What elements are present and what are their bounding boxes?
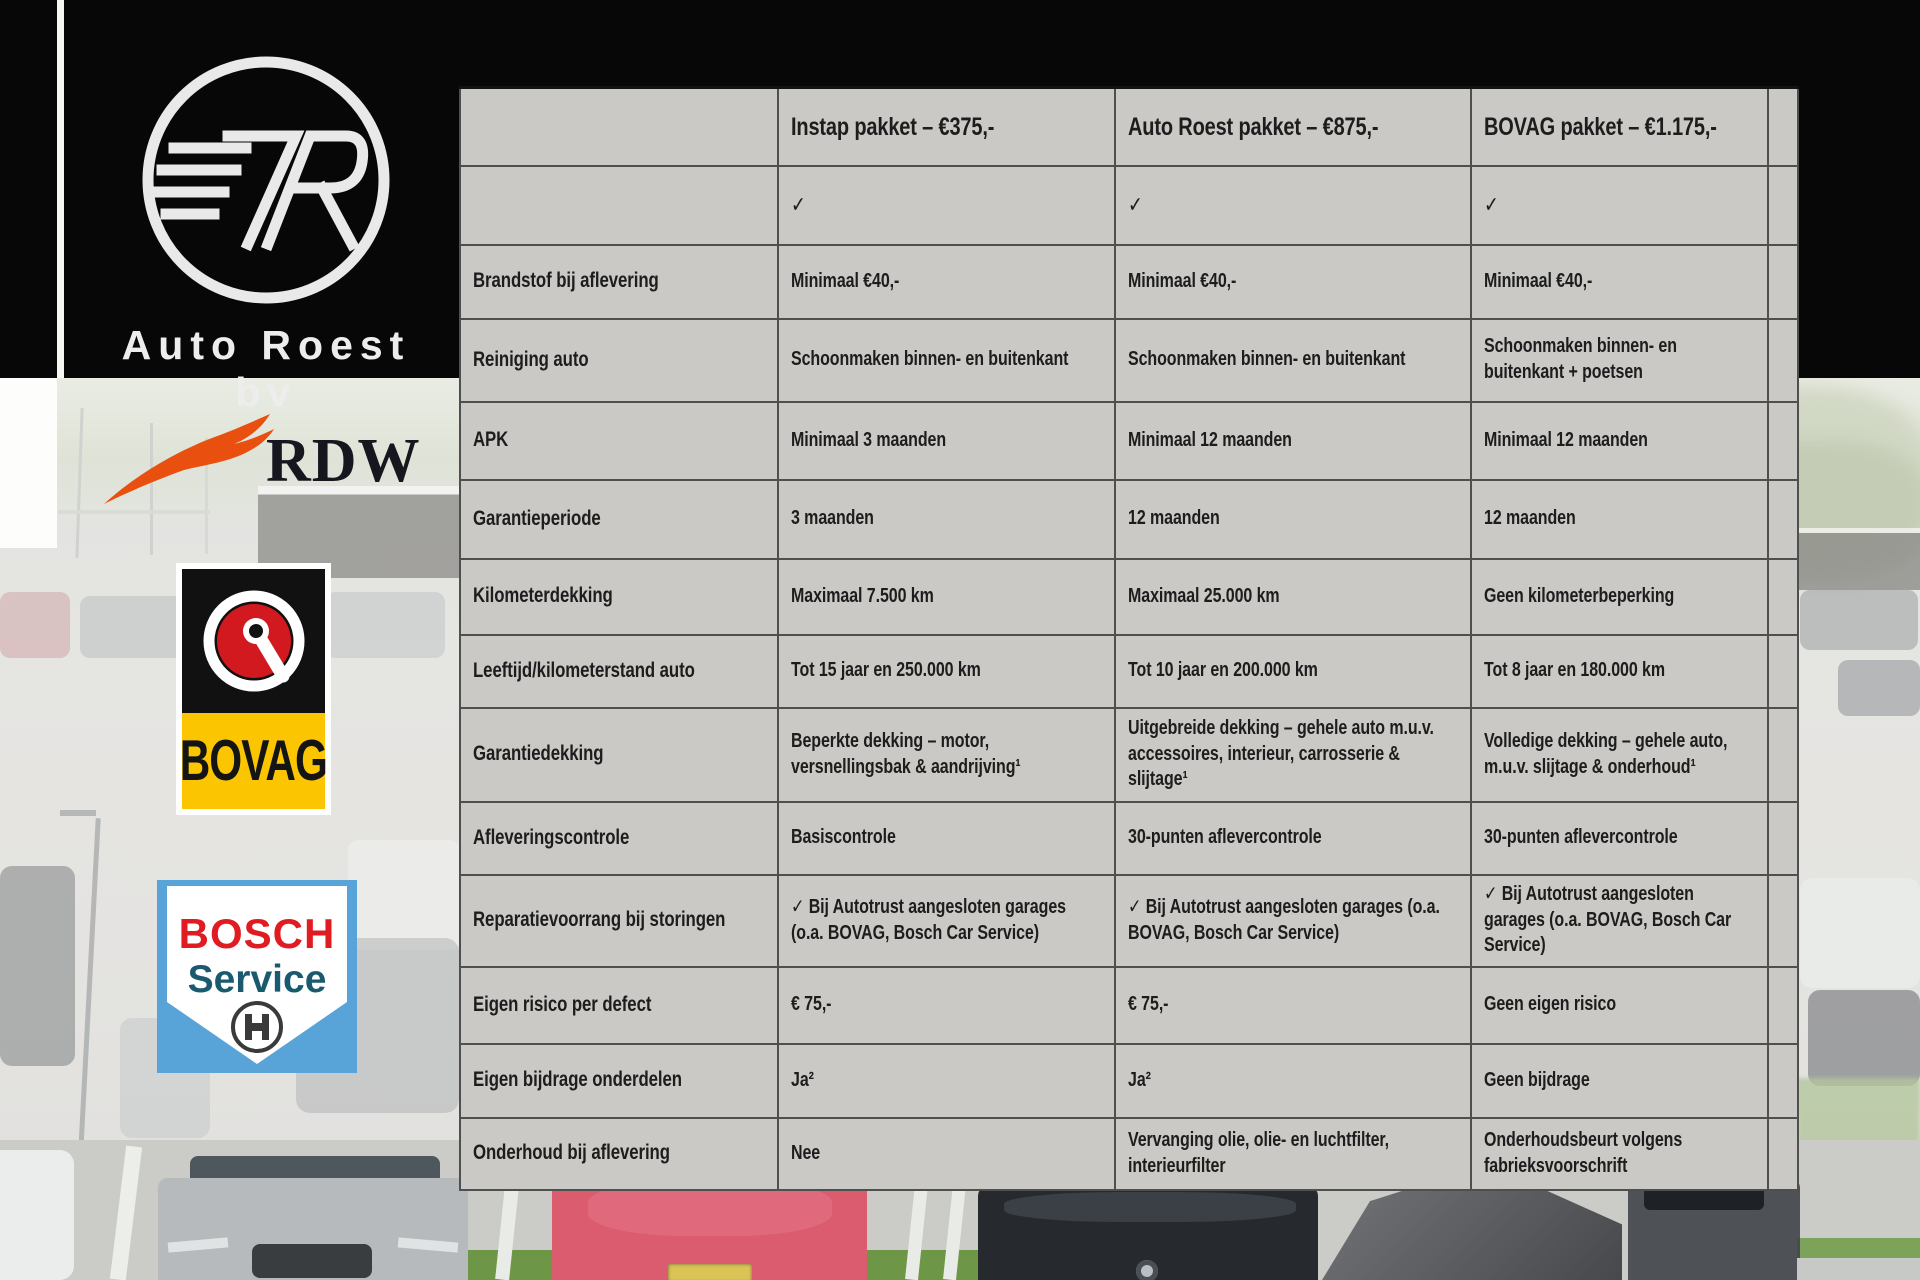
check-cell-text: ✓ <box>791 191 806 217</box>
value-cell <box>1471 875 1768 967</box>
value-cell-text: Tot 8 jaar en 180.000 km <box>1484 659 1665 682</box>
license-plate <box>668 1264 752 1280</box>
gutter-cell <box>1768 559 1798 635</box>
white-car <box>0 1150 74 1280</box>
gutter-cell <box>1768 708 1798 802</box>
value-cell <box>1115 245 1471 319</box>
value-cell <box>1115 875 1471 967</box>
table-check-row <box>460 166 1798 245</box>
header-cell-instap: Instap pakket – €375,- <box>778 88 1115 166</box>
value-cell <box>778 319 1115 402</box>
package-comparison-table <box>459 86 1799 1191</box>
header-cell-bovag: BOVAG pakket – €1.175,- <box>1471 88 1768 166</box>
value-cell-text: Minimaal €40,- <box>791 269 900 292</box>
value-cell-text: Minimaal 12 maanden <box>1484 428 1648 451</box>
pavement-right-corner <box>1797 1258 1920 1280</box>
row-label-cell-text: APK <box>473 428 509 452</box>
value-cell <box>1471 1118 1768 1190</box>
row-label-cell <box>460 1118 778 1190</box>
value-cell <box>1115 967 1471 1044</box>
check-cell <box>1115 166 1471 245</box>
value-cell <box>1471 802 1768 875</box>
value-cell <box>778 875 1115 967</box>
value-cell-text: Ja² <box>791 1068 814 1091</box>
check-cell <box>778 166 1115 245</box>
row-label-cell <box>460 480 778 559</box>
rdw-swoosh-icon <box>100 408 275 512</box>
row-label-cell <box>460 166 778 245</box>
gutter-cell <box>1768 1044 1798 1118</box>
value-cell <box>778 708 1115 802</box>
value-cell <box>1115 559 1471 635</box>
value-cell <box>778 635 1115 708</box>
value-cell <box>1471 708 1768 802</box>
value-cell <box>1115 402 1471 480</box>
table-row <box>460 559 1798 635</box>
value-cell-text: Geen bijdrage <box>1484 1068 1590 1091</box>
value-cell-text: Maximaal 25.000 km <box>1128 584 1280 607</box>
value-cell <box>778 402 1115 480</box>
table-row <box>460 245 1798 319</box>
bovag-wordmark-band <box>179 713 328 809</box>
value-cell <box>778 1118 1115 1190</box>
table-row <box>460 967 1798 1044</box>
value-cell <box>1471 319 1768 402</box>
gutter-cell <box>1768 480 1798 559</box>
value-cell-text: Minimaal 3 maanden <box>791 428 947 451</box>
value-cell-text: Schoonmaken binnen- en buitenkant + poetsen <box>1484 335 1677 383</box>
row-label-cell <box>460 635 778 708</box>
value-cell-text: Minimaal €40,- <box>1484 269 1593 292</box>
value-cell-text: ✓ Bij Autotrust aangesloten garages (o.a. BOVAG, Bosch Car Service) <box>791 895 1066 944</box>
header-cell-empty <box>460 88 778 166</box>
gutter-cell <box>1768 802 1798 875</box>
value-cell <box>1471 245 1768 319</box>
row-label-cell <box>460 245 778 319</box>
value-cell <box>1115 1118 1471 1190</box>
value-cell <box>778 245 1115 319</box>
row-label-cell <box>460 802 778 875</box>
value-cell <box>1471 635 1768 708</box>
bosch-wordmark: BOSCH <box>178 910 336 957</box>
row-label-cell-text: Eigen risico per defect <box>473 992 652 1016</box>
value-cell <box>1115 1044 1471 1118</box>
row-label-cell <box>460 1044 778 1118</box>
gutter-cell <box>1768 967 1798 1044</box>
value-cell <box>1471 402 1768 480</box>
table-row <box>460 708 1798 802</box>
check-cell <box>1471 166 1768 245</box>
value-cell-text: 12 maanden <box>1128 507 1220 530</box>
value-cell-text: Schoonmaken binnen- en buitenkant <box>791 348 1069 371</box>
value-cell <box>1115 635 1471 708</box>
header-cell-auto-roest: Auto Roest pakket – €875,- <box>1115 88 1471 166</box>
value-cell <box>1115 802 1471 875</box>
value-cell-text: Geen eigen risico <box>1484 993 1617 1016</box>
value-cell-text: Schoonmaken binnen- en buitenkant <box>1128 348 1406 371</box>
row-label-cell-text: Reiniging auto <box>473 347 589 371</box>
value-cell <box>1471 1044 1768 1118</box>
bosch-service-wordmark: Service <box>187 958 327 1001</box>
table-header-row <box>460 88 1798 166</box>
rdw-logo <box>100 408 421 518</box>
black-golf-bonnet <box>1004 1192 1296 1222</box>
gutter-cell <box>1768 245 1798 319</box>
value-cell <box>778 802 1115 875</box>
row-label-cell-text: Garantiedekking <box>473 742 604 766</box>
value-cell-text: 3 maanden <box>791 507 874 530</box>
gutter-cell <box>1768 1118 1798 1190</box>
value-cell-text: Volledige dekking – gehele auto, m.u.v. slijtage & onderhoud¹ <box>1484 729 1728 778</box>
bovag-logo <box>176 563 331 815</box>
value-cell <box>778 967 1115 1044</box>
table-row <box>460 1118 1798 1190</box>
table-row <box>460 319 1798 402</box>
row-label-cell-text: Kilometerdekking <box>473 584 613 608</box>
row-label-cell-text: Onderhoud bij aflevering <box>473 1141 670 1165</box>
value-cell <box>1115 708 1471 802</box>
value-cell <box>1471 967 1768 1044</box>
dealer-name: Auto Roest bv <box>121 322 411 415</box>
value-cell-text: ✓ Bij Autotrust aangesloten garages (o.a. BOVAG, Bosch Car Service) <box>1128 895 1440 944</box>
rdw-wordmark: RDW <box>266 427 421 495</box>
row-label-cell-text: Afleveringscontrole <box>473 825 630 849</box>
table-row <box>460 875 1798 967</box>
row-label-cell-text: Reparatievoorrang bij storingen <box>473 908 726 932</box>
silver-audi-grille <box>252 1244 372 1278</box>
value-cell-text: Beperkte dekking – motor, versnellingsbak & aandrijving¹ <box>791 729 1021 778</box>
header-gutter-cell <box>1768 88 1798 166</box>
row-label-cell-text: Garantieperiode <box>473 506 601 530</box>
value-cell <box>778 480 1115 559</box>
bosch-service-logo <box>157 880 357 1073</box>
table-body <box>460 166 1798 1190</box>
row-label-cell <box>460 559 778 635</box>
row-label-cell <box>460 708 778 802</box>
value-cell-text: Vervanging olie, olie- en luchtfilter, interieurfilter <box>1128 1128 1390 1177</box>
gutter-cell <box>1768 166 1798 245</box>
check-cell-text: ✓ <box>1128 191 1143 217</box>
gutter-cell <box>1768 635 1798 708</box>
vw-badge <box>1136 1260 1158 1280</box>
row-label-cell-text: Brandstof bij aflevering <box>473 269 659 293</box>
row-label-cell <box>460 402 778 480</box>
table-row <box>460 480 1798 559</box>
gutter-cell <box>1768 402 1798 480</box>
row-label-cell <box>460 319 778 402</box>
check-cell-text: ✓ <box>1484 191 1499 217</box>
bovag-wordmark: BOVAG <box>179 727 328 793</box>
row-label-cell-text: Leeftijd/kilometerstand auto <box>473 658 695 682</box>
value-cell-text: Tot 10 jaar en 200.000 km <box>1128 659 1318 682</box>
value-cell-text: € 75,- <box>791 993 832 1016</box>
rdw-swoosh-path <box>104 414 274 504</box>
value-cell-text: € 75,- <box>1128 993 1169 1016</box>
value-cell <box>1115 319 1471 402</box>
row-label-cell <box>460 967 778 1044</box>
gutter-cell <box>1768 319 1798 402</box>
value-cell-text: Tot 15 jaar en 250.000 km <box>791 659 981 682</box>
value-cell <box>1471 480 1768 559</box>
value-cell <box>778 559 1115 635</box>
value-cell-text: 30-punten aflevercontrole <box>1484 826 1678 849</box>
value-cell-text: Ja² <box>1128 1068 1151 1091</box>
value-cell-text: Geen kilometerbeperking <box>1484 584 1675 607</box>
table-row <box>460 635 1798 708</box>
gutter-cell <box>1768 875 1798 967</box>
bovag-emblem <box>182 569 325 713</box>
table-row <box>460 402 1798 480</box>
value-cell-text: 12 maanden <box>1484 507 1576 530</box>
bovag-record-icon <box>193 580 315 702</box>
value-cell <box>778 1044 1115 1118</box>
value-cell-text: Nee <box>791 1141 821 1164</box>
value-cell-text: Maximaal 7.500 km <box>791 584 934 607</box>
table-row <box>460 1044 1798 1118</box>
row-label-cell-text: Eigen bijdrage onderdelen <box>473 1068 682 1092</box>
value-cell-text: Minimaal 12 maanden <box>1128 428 1292 451</box>
value-cell-text: Basiscontrole <box>791 826 896 849</box>
value-cell <box>1115 480 1471 559</box>
auto-roest-logo <box>96 40 436 415</box>
value-cell-text: Uitgebreide dekking – gehele auto m.u.v. accessoires, interieur, carrosserie & slijtage¹ <box>1128 717 1434 791</box>
value-cell-text: Minimaal €40,- <box>1128 269 1237 292</box>
row-label-cell <box>460 875 778 967</box>
value-cell-text: Onderhoudsbeurt volgens fabrieksvoorschrift <box>1484 1128 1683 1177</box>
value-cell-text: ✓ Bij Autotrust aangesloten garages (o.a. BOVAG, Bosch Car Service) <box>1484 883 1732 957</box>
white-divider-strip <box>57 0 64 378</box>
table-row <box>460 802 1798 875</box>
value-cell-text: 30-punten aflevercontrole <box>1128 826 1322 849</box>
value-cell <box>1471 559 1768 635</box>
auto-roest-monogram-icon <box>96 40 436 320</box>
